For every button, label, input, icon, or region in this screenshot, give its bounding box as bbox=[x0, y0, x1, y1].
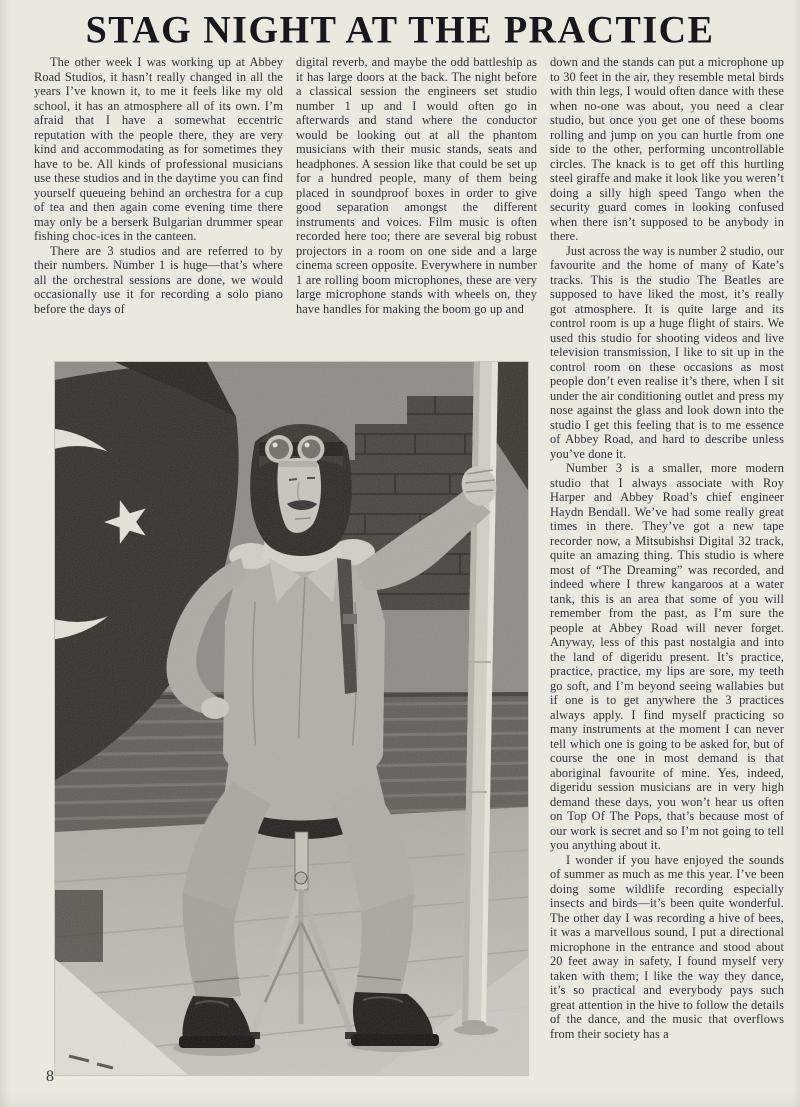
paragraph: There are 3 studios and are referred to by their numbers. Number 1 is huge—that’s where all the orchestral sessions are done, we would occasionally use it for recording a solo piano before the days of bbox=[34, 243, 283, 316]
paragraph: digital reverb, and maybe the odd battleship as it has large doors at the back. The night before a classical session the engineers set studio number 1 up and I would often go in afterwards and stand where the conductor would be looking out at all the phantom musicians with their music stands, seats and headphones. A session like that could be set up for a hundred people, many of them being placed in soundproof boxes in order to give good separation amongst the different instruments and voices. Film music is often recorded here too; there are several big robust projectors in a room on one side and a large cinema screen opposite. Everywhere in number 1 are rolling boom microphones, these are very large microphone stands with wheels on, they have handles for making the boom go up and bbox=[296, 55, 537, 316]
studio-photo-art bbox=[55, 362, 528, 1075]
paragraph: Just across the way is number 2 studio, our favourite and the home of many of Kate’s tracks. This is the studio The Beatles are supposed to have liked the most, it’s really got atmosphere. It is quite large and its control room is up a huge flight of stairs. We used this studio for shooting videos and live television transmission, I like to sit up in the control room on these occasions as most people don’t even realise it’s there, when I sit under the air conditioning outlet and press my nose against the glass and look down into the studio I get this feeling that is to me essence of Abbey Road, and hard to describe unless you’ve done it. bbox=[550, 243, 784, 461]
photo-grain bbox=[55, 362, 528, 1075]
paragraph: Number 3 is a smaller, more modern studio that I always associate with Roy Harper and Abbey Road’s chief engineer Haydn Bendall. We’ve had some really great times in there. They’ve got a new tape recorder now, a Mitsubishsi Digital 32 track, quite an amazing thing. This studio is where most of “The Dreaming” was recorded, and indeed where I threw kangaroos at a water tank, this is an area that some of you will remember from the past, as I’m sure the people at Abbey Road will never forget. Anyway, less of this past nostalgia and into the land of digeridu present. It’s practice, practice, practice, my lips are sore, my teeth go soft, and I’m beyond seeing wallabies but if one is to get anywhere the 3 practices always apply. I find myself practicing so many instruments at the moment I can never tell which one is going to be asked for, but of course the one in most demand is that aboriginal favourite of mine. Yes, indeed, digeridu session musicians are in very high demand these days, you won’t hear us often on Top Of The Pops, that’s because most of our work is secret and so I’m not going to tell you anything about it. bbox=[550, 461, 784, 852]
paragraph: I wonder if you have enjoyed the sounds of summer as much as me this year. I’ve been doing some wildlife recording especially insects and birds—it’s been quite wonderful. The other day I was recording a hive of bees, it was a marvellous sound, I put a directional microphone in the entrance and stood about 20 feet away in safety, I found myself very taken with them; I like the way they dance, it’s so practical and everybody pays such great attention in the hive to follow the details of the dance, and the music that overflows from their society has a bbox=[550, 852, 784, 1041]
studio-photo bbox=[55, 362, 528, 1075]
page-title: STAG NIGHT AT THE PRACTICE bbox=[85, 8, 715, 52]
column-3 bbox=[550, 55, 784, 1041]
paragraph: The other week I was working up at Abbey Road Studios, it hasn’t really changed in all the years I’ve known it, to me it feels like my old school, it has an atmosphere all of its own. I’m afraid that I have a somewhat eccentric reputation with the people there, they are very kind and accommodating as for sometimes they have to be. All kinds of professional musicians use these studios and in the daytime you can find yourself queueing behind an orchestra for a cup of tea and then again come evening time there may only be a berserk Bulgarian drummer spear fishing choc-ices in the canteen. bbox=[34, 55, 283, 243]
page-number: 8 bbox=[46, 1068, 54, 1085]
paragraph: down and the stands can put a microphone up to 30 feet in the air, they resemble metal birds with thin legs, I would often dance with these when no-one was about, you need a clear studio, but once you get one of these booms rolling and jump on you can hurtle from one side to the other, performing uncontrollable circles. The knack is to get off this hurtling steel giraffe and make it look like you weren’t doing a silly high speed Tango when the security guard comes in looking confused when there isn’t supposed to be anybody in there. bbox=[550, 55, 784, 243]
